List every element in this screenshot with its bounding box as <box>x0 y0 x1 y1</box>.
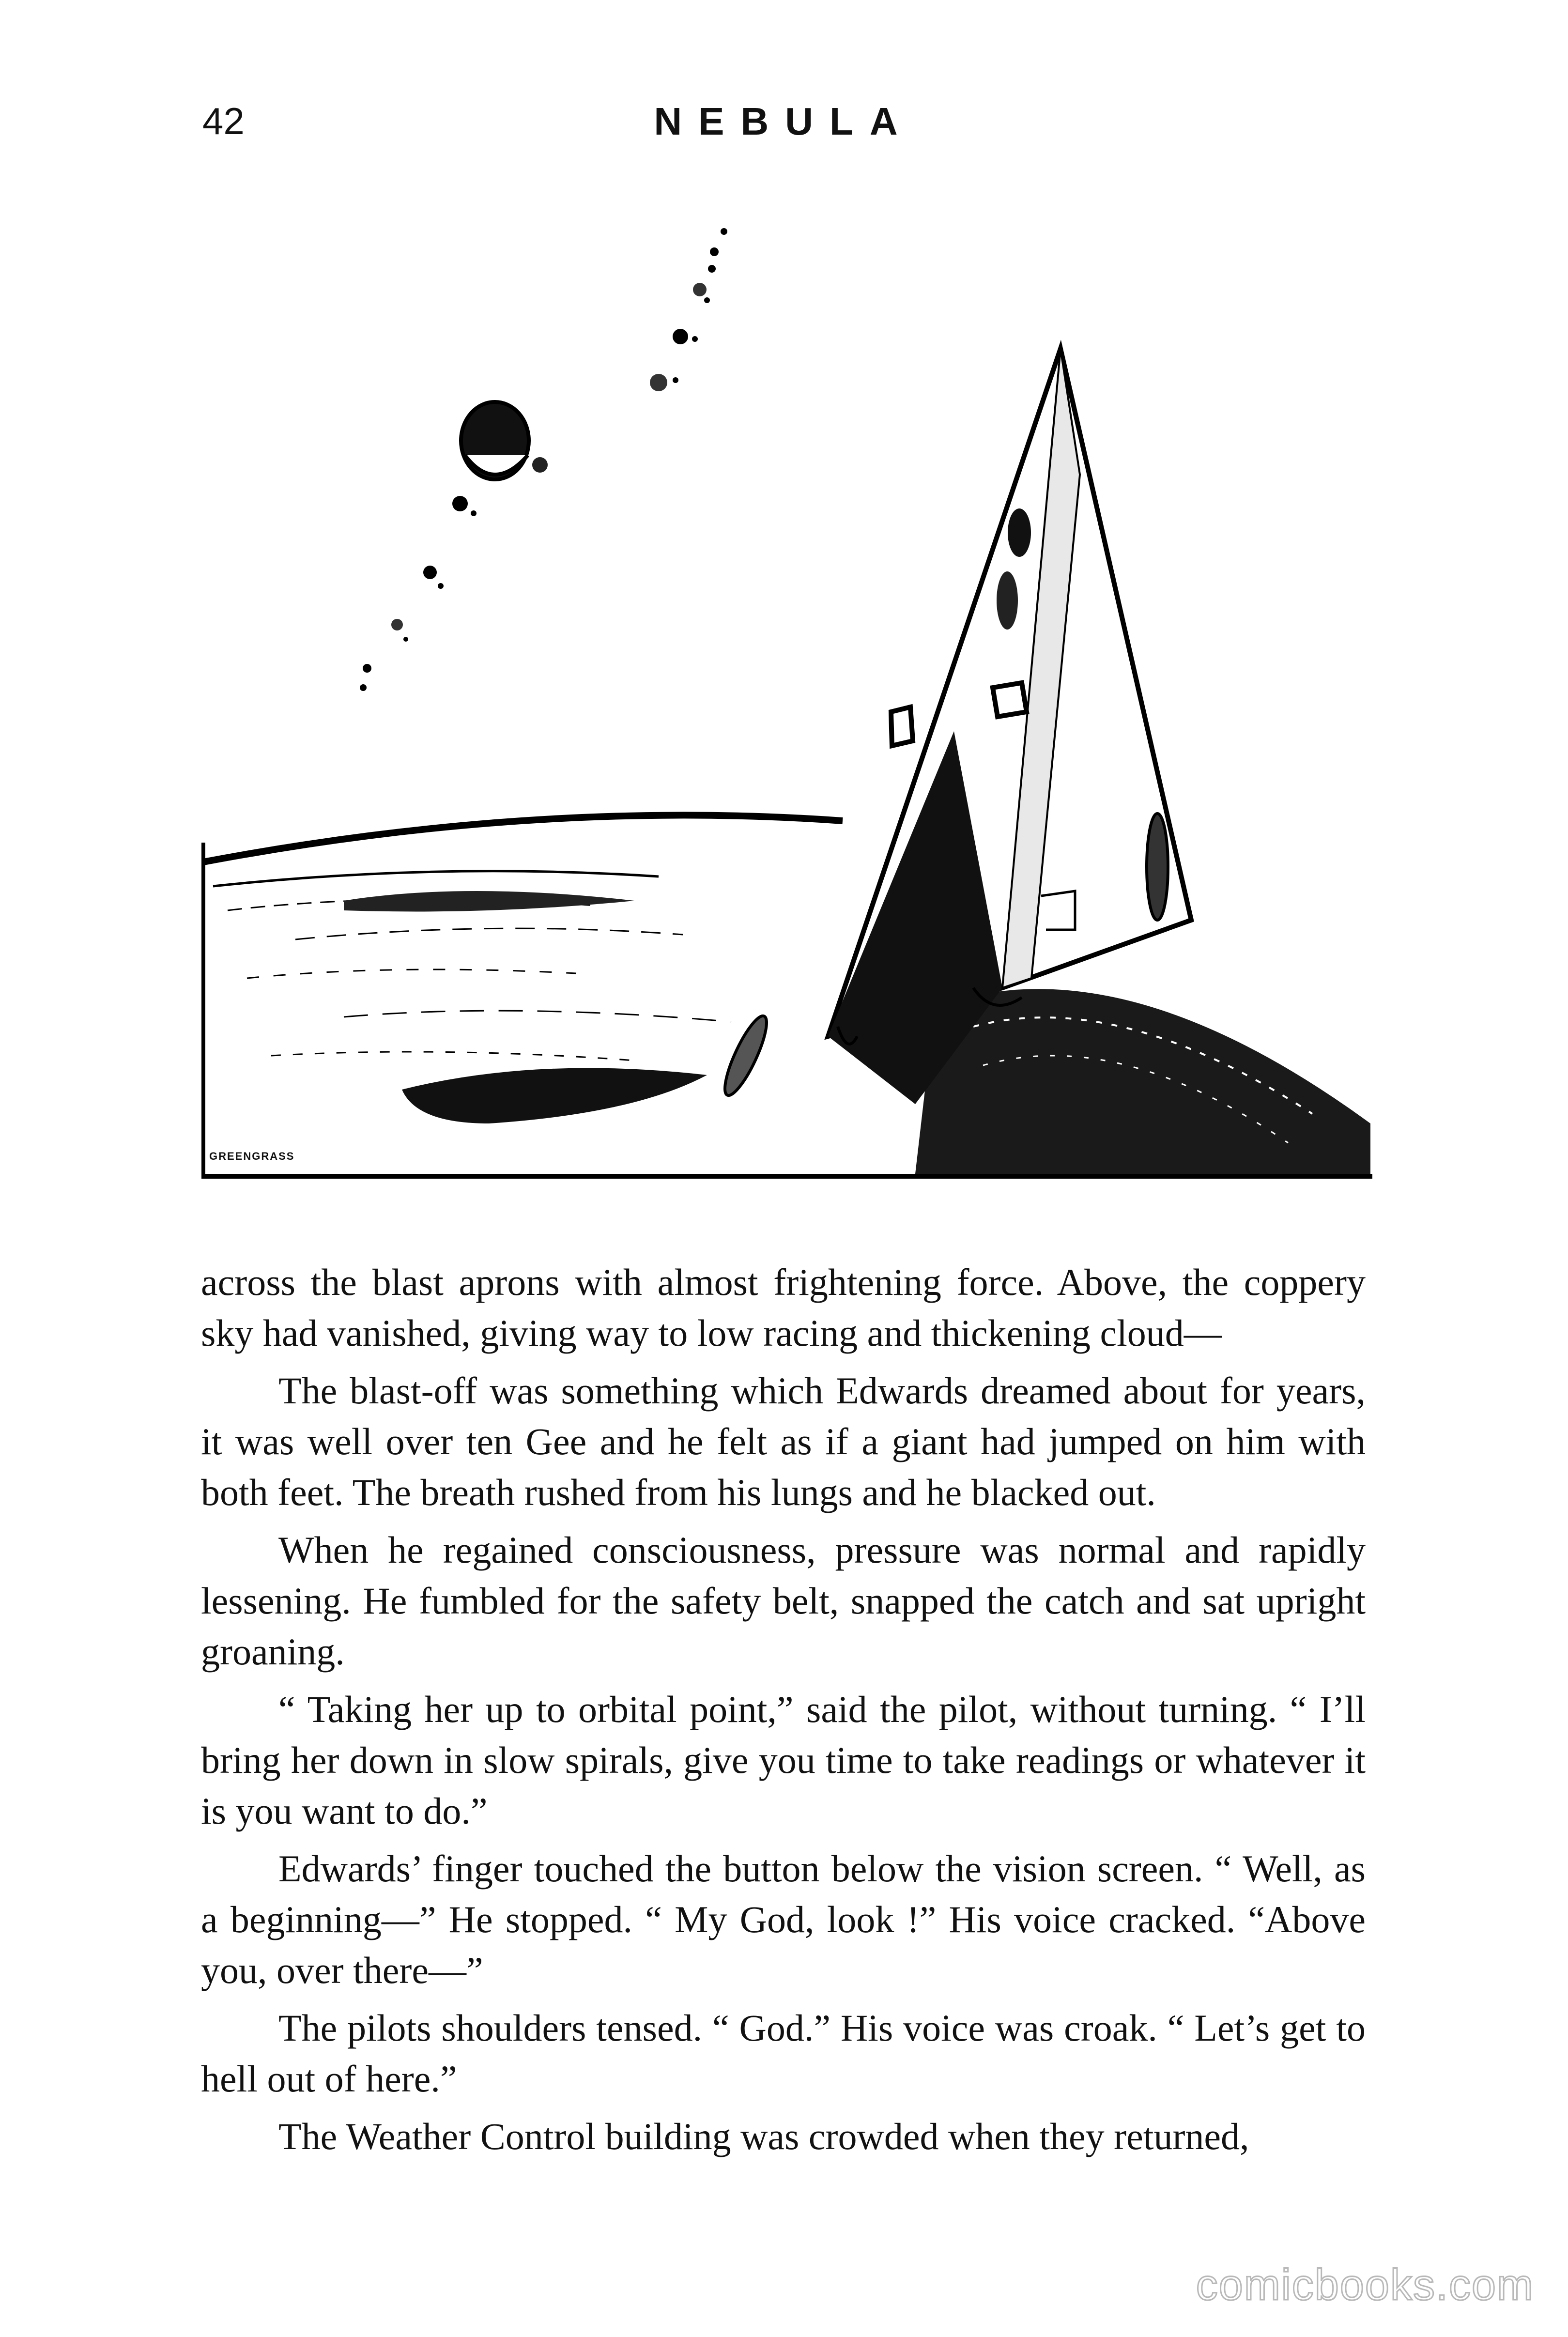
watermark-text: comicbooks.com <box>1196 2261 1534 2309</box>
paragraph: When he regained consciousness, pressure was normal and rapidly lessening. He fumbled for the safety belt, snapped the catch and sat upright groaning. <box>201 1529 1366 1673</box>
artist-signature: GREENGRASS <box>209 1150 295 1162</box>
page-header <box>0 99 1568 153</box>
running-title: NEBULA <box>654 100 914 143</box>
body-text <box>201 1257 1366 2162</box>
rocket-illustration-drawing <box>199 203 1375 1182</box>
paragraph: The Weather Control building was crowded when they returned, <box>278 2115 1249 2157</box>
paragraph: “ Taking her up to orbital point,” said the pilot, without turning. “ I’ll bring her down in slow spirals, give you time to take readings or whatever it is you want to do.” <box>201 1688 1366 1832</box>
paragraph: Edwards’ finger touched the button below the vision screen. “ Well, as a beginning—” He stopped. “ My God, look !” His voice cracked. “Above you, over there—” <box>201 1847 1366 1991</box>
paragraph: The pilots shoulders tensed. “ God.” His voice was croak. “ Let’s get to hell out of here.” <box>201 2007 1366 2100</box>
paragraph: across the blast aprons with almost frightening force. Above, the coppery sky had vanished, giving way to low racing and thickening cloud— <box>201 1261 1366 1354</box>
page-number: 42 <box>202 100 245 142</box>
rocket-illustration <box>199 203 1375 1182</box>
paragraph: The blast-off was something which Edwards dreamed about for years, it was well over ten Gee and he felt as if a giant had jumped on him with both feet. The breath rushed from his lungs and he blacked out. <box>201 1369 1366 1513</box>
